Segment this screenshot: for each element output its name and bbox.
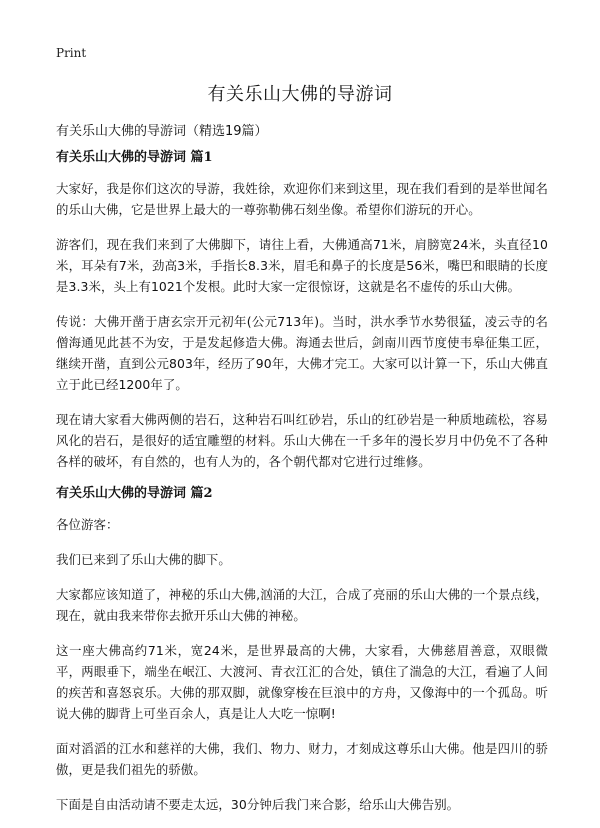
paragraph: 下面是自由活动请不要走太远，30分钟后我门来合影，给乐山大佛告别。 xyxy=(56,797,460,812)
paragraph: 大家都应该知道了，神秘的乐山大佛,汹涌的大江，合成了亮丽的乐山大佛的一个景点线，现在，就由我来带你去掀开乐山大佛的神秘。 xyxy=(56,587,548,623)
print-link[interactable]: Print xyxy=(56,46,87,60)
section-1 xyxy=(56,150,548,472)
section-heading: 有关乐山大佛的导游词 篇2 xyxy=(56,486,213,501)
paragraph: 各位游客： xyxy=(56,517,119,532)
paragraph: 游客们，现在我们来到了大佛脚下，请往上看，大佛通高71米，肩膀宽24米，头直径10米，耳朵有7米，劲高3米，手指长8.3米，眉毛和鼻子的长度是56米，嘴巴和眼睛的长度是3.3米，头上有1021个发根。此时大家一定很惊讶，这就是名不虚传的乐山大佛。 xyxy=(56,237,548,294)
section-heading: 有关乐山大佛的导游词 篇1 xyxy=(56,150,213,165)
paragraph: 传说：大佛开凿于唐玄宗开元初年(公元713年)。当时，洪水季节水势很猛，凌云寺的名僧海通见此甚不为安，于是发起修造大佛。海通去世后，剑南川西节度使韦皋征集工匠，继续开凿，直到公元803年，经历了90年，大佛才完工。大家可以计算一下，乐山大佛直立于此已经1200年了。 xyxy=(56,314,548,392)
paragraph: 现在请大家看大佛两侧的岩石，这种岩石叫红砂岩，乐山的红砂岩是一种质地疏松，容易风化的岩石，是很好的适宜雕塑的材料。乐山大佛在一千多年的漫长岁月中仍免不了各种各样的破坏，有自然的，也有人为的，各个朝代都对它进行过维修。 xyxy=(56,412,548,469)
page-title: 有关乐山大佛的导游词 xyxy=(207,84,393,105)
paragraph: 面对滔滔的江水和慈祥的大佛，我们、物力、财力，才刻成这尊乐山大佛。他是四川的骄傲，更是我们祖先的骄傲。 xyxy=(56,741,548,777)
section-2 xyxy=(56,486,548,815)
document-subtitle: 有关乐山大佛的导游词（精选19篇） xyxy=(56,124,268,139)
paragraph: 我们已来到了乐山大佛的脚下。 xyxy=(56,552,231,567)
paragraph: 这一座大佛高约71米，宽24米，是世界最高的大佛，大家看，大佛慈眉善意，双眼微平，两眼垂下，端坐在岷江、大渡河、青衣江汇的合处，镇住了湍急的大江，看遍了人间的疾苦和喜怒哀乐。大佛的那双脚，就像穿梭在巨浪中的方舟，又像海中的一个孤岛。听说大佛的脚背上可坐百余人，真是让人大吃一惊啊! xyxy=(56,643,548,721)
paragraph: 大家好，我是你们这次的导游，我姓徐，欢迎你们来到这里，现在我们看到的是举世闻名的乐山大佛，它是世界上最大的一尊弥勒佛石刻坐像。希望你们游玩的开心。 xyxy=(56,181,548,217)
document-body xyxy=(56,150,548,828)
